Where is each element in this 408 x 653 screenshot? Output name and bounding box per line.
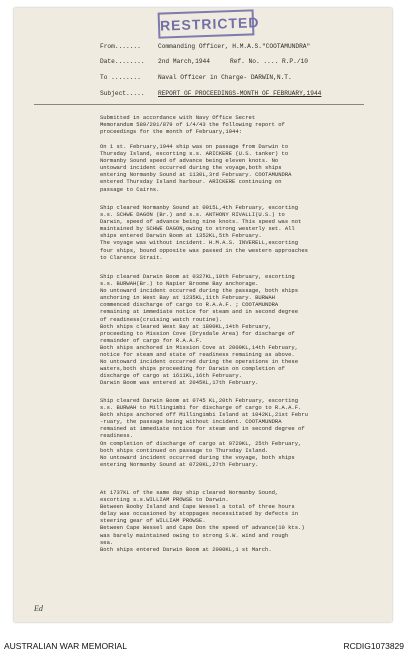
text-line: commenced discharge of cargo to R.A.A.F. ; COOTAMUNDRA [100,301,279,309]
text-line: both ships continued on passage to Thursday Island. [100,446,269,454]
ref-label: Ref. No. .... [229,58,279,65]
text-line: No untoward incident occurred during the voyage, both ships [100,453,295,461]
text-line: No untoward incident occurred during the operations in these [100,358,299,366]
ref-value: R.P./10 [281,58,308,65]
text-line: Darwin Boom was entered at 2045KL,17th February. [100,379,259,387]
text-line: notice for steam and state of readiness remaining as above. [100,351,295,359]
text-line: -ruary, the passage being without incident. COOTAMUNDRA [100,418,282,426]
text-line: escorting s.s.WILLIAM PROWSE to Darwin. [100,496,229,504]
from-value: Commanding Officer, H.M.A.S."COOTAMUNDRA" [158,43,311,50]
text-line: Between Booby Island and Cape Wessel a total of three hours [100,503,295,511]
text-line: of readiness(cruising watch routine). [100,315,223,323]
text-line: untoward incident occurred during the voyage,both ships [100,164,282,172]
text-line: Ship cleared Normanby Sound at 0915L,4th February, escorting [100,204,299,211]
paragraph-feb-1 [100,143,365,193]
text-line: Both ships anchored in Mission Cove at 2000KL,14th February, [100,343,299,351]
header-date [100,58,308,65]
subject-label: Subject..... [100,90,145,97]
paragraph-feb-20 [100,397,365,468]
text-line: proceedings for the month of February,1944: [100,128,242,136]
text-line: s.s. BURWAH to Millingimbi for discharge of cargo to R.A.A.F. [100,404,302,412]
text-line: waters,both ships proceeding for Darwin on completion of [100,365,285,373]
text-line: On 1 st. February,1944 ship was on passage from Darwin to [100,143,289,150]
text-line: to Clarence Strait. [100,253,163,261]
text-line: Submitted in accordance with Navy Office Secret [100,114,256,121]
text-line: Memorandum 589/201/879 of 1/4/43 the following report of [100,121,285,129]
text-line: entered Thursday Island harbour. ARICKERE continuing on [100,178,282,186]
footer-credit: AUSTRALIAN WAR MEMORIAL [4,641,127,651]
text-line: Ship cleared Darwin Boom at 0327KL,10th February, escorting [100,273,295,280]
margin-note: Ed [34,604,43,613]
paragraph-feb-10 [100,273,365,387]
text-line: maintained by SCHWE DAGON,owing to strong westerly set. All [100,225,295,233]
text-line: Both ships entered Darwin Boom at 2000KL,1 st March. [100,545,272,553]
text-line: remainder of cargo for R.A.A.F. [100,336,203,344]
text-line: passage to Cairns. [100,185,160,193]
text-line: s.s. SCHWE DAGON (Br.) and s.s. ANTHONY RIVALLI(U.S.) to [100,211,285,219]
text-line: remaining at immediate notice for steam and in second degree [100,308,299,316]
text-line: steering gear of WILLIAM PROWSE. [100,517,206,525]
header-subject [100,90,321,97]
text-line: ships entered Darwin Boom at 1352KL,5th February. [100,232,262,240]
subject-value: REPORT OF PROCEEDINGS-MONTH OF FEBRUARY,1944 [158,90,322,97]
date-value: 2nd March,1944 [158,58,210,65]
text-line: Ship cleared Darwin Boom at 0745 KL,20th February, escorting [100,397,299,404]
text-line: The voyage was without incident. H.M.A.S. INVERELL,escorting [100,239,299,247]
text-line: entering Normanby Sound at 1130L,3rd February. COOTAMUNDRA [100,171,292,179]
text-line: proceeding to Mission Cove (Drysdale Area) for discharge of [100,329,295,337]
text-line: Between Cape Wessel and Cape Don the speed of advance(10 kts.) [100,524,305,532]
text-line: No untoward incident occurred during the passage, both ships [100,287,299,295]
text-line: s.s. BURWAH(Br.) to Napier Broome Bay anchorage. [100,280,259,288]
text-line: remained at immediate notice for steam and in second degree of [100,425,305,433]
text-line: was barely maintained owing to strong S.W. wind and rough [100,531,289,539]
text-line: entering Normanby Sound at 0720KL,27th February. [100,460,259,468]
header-to [100,74,292,81]
to-label: To ........ [100,74,141,81]
from-label: From....... [100,43,141,50]
text-line: delay was occasioned by stoppages necessitated by defects in [100,510,299,518]
text-line: Thursday Island, escorting s.s. ARICKERE (U.S. tanker) to [100,150,289,158]
header-divider [34,104,364,105]
restricted-stamp: RESTRICTED [158,9,255,38]
text-line: Both ships cleared West Bay at 1800KL,14th February, [100,322,272,330]
text-line: discharge of cargo at 1611KL,16th February. [100,372,242,380]
text-line: anchoring in West Bay at 1235KL,11th February. BURWAH [100,294,275,302]
text-line: On completion of discharge of cargo at 0720KL, 25th February, [100,439,302,447]
paragraph-feb-4 [100,204,365,261]
text-line: Darwin, speed of advance being nine knots. This speed was not [100,218,302,226]
to-value: Naval Officer in Charge- DARWIN,N.T. [158,74,292,81]
text-line: Both ships anchored off Millingimbi Island at 1042KL,21st Febru [100,411,308,419]
text-line: At 1737KL of the same day ship cleared Normanby Sound, [100,489,279,496]
paragraph-feb-27 [100,489,365,553]
header-from [100,43,310,50]
text-line: readiness. [100,432,134,440]
text-line: four ships, bound opposite was passed in the western approaches [100,246,308,254]
paragraph-intro [100,114,365,135]
text-line: Normanby Sound speed of advance being eleven knots. No [100,157,279,165]
footer-id: RCDIG1073829 [343,641,404,651]
date-label: Date........ [100,58,145,65]
text-line: sea. [100,538,114,546]
